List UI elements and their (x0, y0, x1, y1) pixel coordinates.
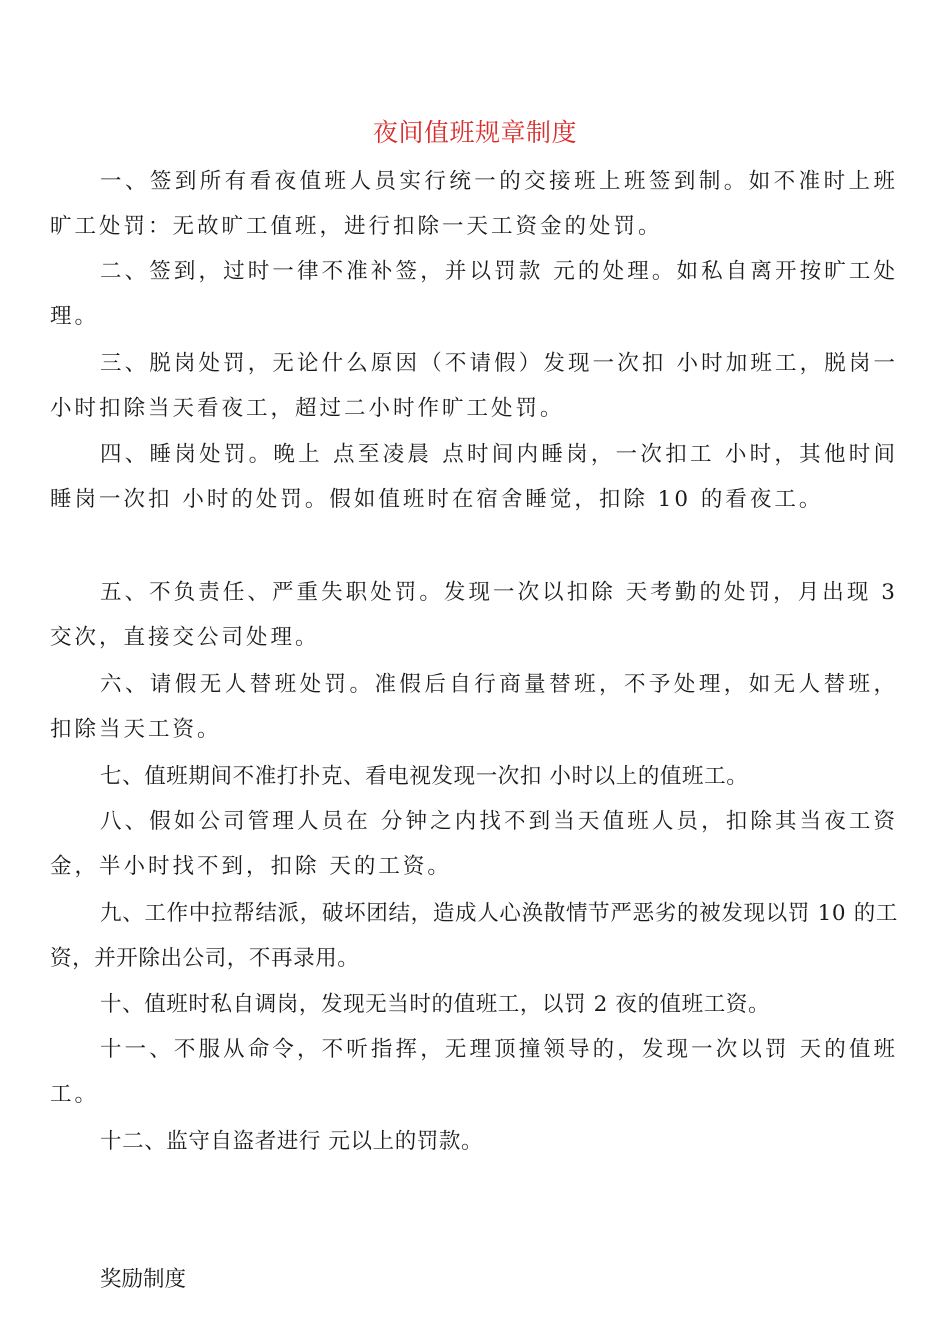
rule-4: 四、睡岗处罚。晚上 点至凌晨 点时间内睡岗，一次扣工 小时，其他时间睡岗一次扣 小时的处罚。假如值班时在宿舍睡觉，扣除 10 的看夜工。 (50, 442, 898, 512)
rule-8: 八、假如公司管理人员在 分钟之内找不到当天值班人员，扣除其当夜工资金，半小时找不到，扣除 天的工资。 (50, 809, 898, 879)
rule-7: 七、值班期间不准打扑克、看电视发现一次扣 小时以上的值班工。 (100, 764, 749, 789)
rule-6: 六、请假无人替班处罚。准假后自行商量替班，不予处理，如无人替班，扣除当天工资。 (50, 672, 898, 742)
rule-3: 三、脱岗处罚，无论什么原因（不请假）发现一次扣 小时加班工，脱岗一小时扣除当天看夜工，超过二小时作旷工处罚。 (50, 351, 898, 421)
rule-1: 一、签到所有看夜值班人员实行统一的交接班上班签到制。如不准时上班旷工处罚：无故旷工值班，进行扣除一天工资金的处罚。 (50, 169, 898, 239)
rule-9: 九、工作中拉帮结派，破坏团结，造成人心涣散情节严恶劣的被发现以罚 10 的工资，并开除出公司，不再录用。 (50, 901, 898, 971)
rule-12: 十二、监守自盗者进行 元以上的罚款。 (100, 1129, 484, 1154)
rule-10: 十、值班时私自调岗，发现无当时的值班工，以罚 2 夜的值班工资。 (100, 992, 771, 1017)
rule-5: 五、不负责任、严重失职处罚。发现一次以扣除 天考勤的处罚，月出现 3 交次，直接交公司处理。 (50, 580, 898, 650)
document-title: 夜间值班规章制度 (372, 118, 577, 147)
rule-2: 二、签到，过时一律不准补签，并以罚款 元的处理。如私自离开按旷工处理。 (50, 259, 898, 329)
rule-11: 十一、不服从命令，不听指挥，无理顶撞领导的，发现一次以罚 天的值班工。 (50, 1037, 898, 1107)
section-heading-rewards: 奖励制度 (100, 1267, 187, 1292)
